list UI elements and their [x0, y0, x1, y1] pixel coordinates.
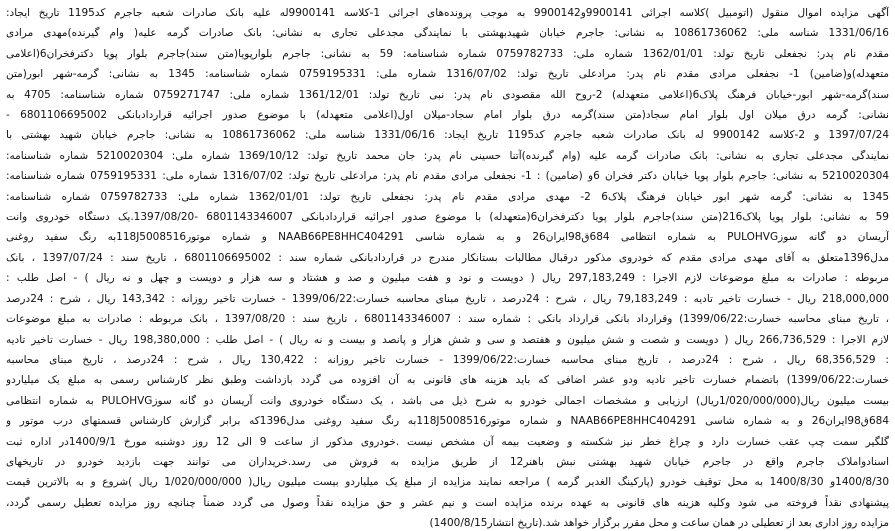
notice-line-2: 1331/06/16 شناسه ملی: 10861736062 به نشانی: جاجرم خیابان شهیدبهشتی با نمایندگی مجدعلی تجاری به نشانی: بانک صادرات گرمه علیه( وام گیرنده)مهدی مرادی [6, 27, 889, 40]
notice-line-6: نشانی: گرمه درق میلان اول بلوار امام سجاد(متن سند)گرمه درق بلوار امام سجاد-میلان اول(اعلامی متعهدله) با موضوع صدور اجرائیه قراردادبانکی 6801106695002 - [6, 109, 889, 122]
notice-line-16: ، تاریخ مبنای محاسبه خسارت:1399/06/22) وقرارداد بانکی قرارداد بانکی : شماره سند : 6801143346007 ، تاریخ سند : 1397/08/20 ، بانک مربوطه : صادرات به مبلغ موضوعات [6, 313, 889, 326]
notice-line-8: نمایندگی مجدعلی تجاری به نشانی: بانک صادرات گرمه علیه (وام گیرنده)آتنا حسینی نام پدر: جان محمد تاریخ تولد: 1369/10/12 شماره ملی: 5210020304 شماره شناسنامه: [6, 149, 889, 162]
notice-line-17: لازم الاجرا : 266,736,529 ریال ( دویست و شصت و شش میلیون و هفتصد و سی و شش هزار و پانصد و بیست و نه ریال ) - اصل طلب : 198,380,000 ریال - خسارت تاخیر تادیه [6, 333, 889, 346]
notice-line-25: پیشنهادی نقداً فروخته می شود وکلیه هزینه های قانونی به عهده برنده مزایده است و نیم عشر و حق مزایده نقداً وصول می گردد ضمناً چنانچه روز مزایده تعطیل رسمی گردد، [6, 496, 889, 509]
notice-line-26: مزایده روز اداری بعد از تعطیلی در همان ساعت و محل مقرر برگزار خواهد شد.(تاریخ انتشار1400/8/15) [429, 517, 889, 530]
notice-line-3: مقدم نام پدر: نجفعلی تاریخ تولد: 1362/01/01 شماره ملی: 0759782733 شماره شناسنامه: 59 به نشانی: جاجرم بلوارپویا(متن سند)جاجرم بلوار پویا دکترفخران6(اعلامی [6, 47, 889, 60]
notice-line-7: 1397/07/24 و 2-کلاسه 9900142 له بانک صادرات شعبه جاجرم کد1195 تاریخ ایجاد: 1331/06/16 شناسه ملی: 10861736062 به نشانی: جاجرم خیابان شهید بهشتی با [6, 129, 889, 142]
notice-line-22: گلگیر سمت چپ عقب خسارت دارد و چراغ خطر نیز شکسته و وضعیت بیمه آن مشخص نیست .خودروی مذکور از ساعت 9 الی 12 روز دوشنبه مورخ 1400/9/1در اداره ثبت [6, 435, 889, 448]
notice-line-13: مدل1396متعلق به آقای مهدی مرادی مقدم که خودروی مذکور درقبال مطالبات بستانکار مندرج در قراردادبانکی شماره سند : 6801106695002 ، تاریخ سند : 1397/07/24 ، بانک [6, 251, 889, 264]
notice-line-19: خسارت:1399/06/22) باتضمام خسارت تاخیر تادیه ودو عشر اضافی که باید هزینه های قانونی به آن افزوده می گردد بازداشت وطبق نظر کارشناس رسمی به مبلغ یک میلیاردو [6, 374, 889, 387]
notice-line-11: 59 به نشانی: بلوار پویا پلاک216(متن سند)جاجرم بلوار پویا دکترفخران6(متعهدله) با موضوع صدور اجرائیه قراردادبانکی 6801143346007 -1397/08/20.یک دستگاه خودروی وانت [6, 211, 889, 224]
notice-line-14: مربوطه : صادرات به مبلغ موضوعات لازم الاجرا : 297,183,249 ریال ( دویست و نود و هفت میلیون و صد و هشتاد و سه هزار و دویست و چهل و نه ریال ) - اصل طلب : [6, 272, 889, 285]
notice-line-20: بیست میلیون ریال(1/020/000/000ریال) ارزیابی و مشخصات اجمالی خودرو به شرح ذیل می باشد ، یک دستگاه خودروی وانت آریسان دو گانه سوزPULOHVG به شماره انتظامی [6, 394, 889, 407]
notice-line-12: آریسان دو گانه سوزPULOHVG به شماره انتظامی 684ق98ایران26 و به شماره شاسی NAAB66PE8HHC404291 و شماره موتور118J5008516به رنگ سفید روغنی [6, 231, 889, 244]
notice-line-1: آگهی مزایده اموال منقول (اتومبیل )کلاسه اجرائی 9900141و9900142 به موجب پرونده‌های اجرائی 1-کلاسه 9900141له علیه بانک صادرات شعبه جاجرم کد1195 تاریخ ایجاد: [6, 7, 889, 19]
notice-line-9: 5210020304 به نشانی: جاجرم بلوار پویا خیابان دکتر فخران 6و (ضامین) : 1- نجفعلی مرادی مقدم نام پدر: مرادعلی تاریخ تولد: 1316/07/02 شماره ملی: 0759195331 شماره شناسنامه: [6, 170, 889, 183]
notice-line-5: سند)گرمه-شهر ابور-خیابان فرهنگ پلاک6(اعلامی متعهدله) 2-روح الله مقصودی نام پدر: نبی تاریخ تولد: 1361/12/01 شماره ملی: 0759271747 شماره شناسنامه: 4705 به [6, 88, 889, 101]
notice-line-10: 1345 به نشانی: گرمه شهر ابور خیابان فرهنگ پلاک6 2- مهدی مرادی مقدم نام پدر: نجفعلی تاریخ تولد: 1362/01/01 شماره ملی: 0759782733 شماره شناسنامه: [6, 190, 889, 203]
notice-line-23: اسنادواملاک جاجرم واقع در جاجرم خیابان شهید بهشتی نبش باهنر12 از طریق مزایده به فروش می رسد.خریداران می توانند جهت بازدید خودرو در تاریخهای [6, 455, 889, 468]
notice-line-15: 218,000,000 ریال - خسارت تاخیر تادیه : 79,183,249 ریال ، شرح : 24درصد ، تاریخ مبنای محاسبه خسارت:1399/06/22 - خسارت تاخیر روزانه : 143,342 ریال ، شرح : 24درصد [6, 292, 889, 305]
notice-line-21: 684ق98ایران26 و به شماره شاسی NAAB66PE8HHC404291 و شماره موتور118J5008516به رنگ سفید روغنی مدل1396که برابر گزارش کارشناس قسمتهای درب موتور و [6, 415, 889, 428]
notice-line-18: : 68,356,529 ریال ، شرح : 24درصد ، تاریخ مبنای محاسبه خسارت:1399/06/22 - خسارت تاخیر روزانه : 130,422 ریال ، شرح : 24درصد ، تاریخ مبنای محاسبه [6, 353, 889, 366]
notice-line-4: متعهدله)و(ضامین) 1- نجفعلی مرادی مقدم نام پدر: مرادعلی تاریخ تولد: 1316/07/02 شماره ملی: 0759195331 شماره شناسنامه: 1345 به نشانی: گرمه-شهر ابور(متن [6, 68, 889, 81]
notice-line-24: 1400/8/30و 1400/8/30 به محل توقیف خودرو (پارکینگ الغدیر گرمه ) مراجعه نمایند مزایده از مبلغ یک میلیاردو بیست میلیون ریال( 1/020/000/000 ریال )شروع و به بالاترین قیمت [6, 476, 889, 489]
